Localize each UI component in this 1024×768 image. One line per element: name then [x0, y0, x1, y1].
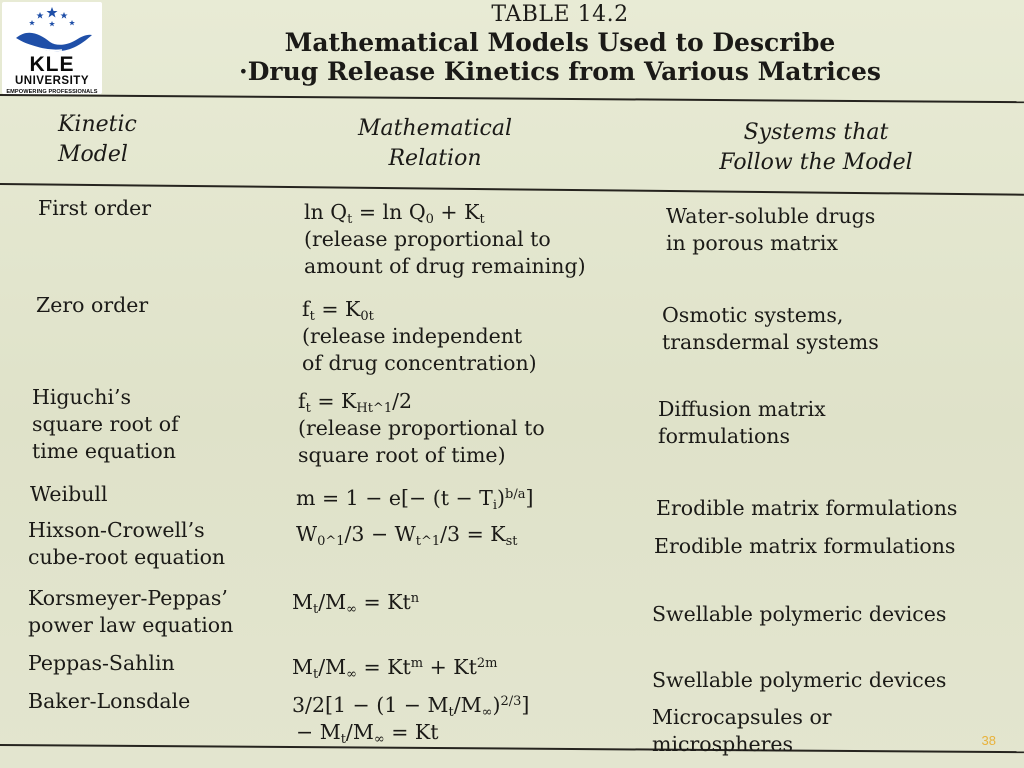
systems-line: Diffusion matrix — [658, 397, 826, 421]
cell-systems — [652, 601, 946, 628]
logo-wordmark — [2, 54, 102, 95]
model-line: Higuchi’s — [32, 385, 132, 409]
relation-equation: $W_{0\^{}1}/3 - W_{t\^{}1}/3 = K_{st}$ — [296, 522, 518, 549]
column-header-mathematical-relation — [340, 114, 530, 173]
cell-kinetic-model — [28, 517, 225, 571]
relation-note-line: amount of drug remaining) — [304, 254, 586, 279]
systems-line: Water-soluble drugs — [666, 204, 876, 228]
cell-mathematical-relation — [304, 199, 586, 280]
cell-kinetic-model — [28, 650, 175, 677]
logo-line2: UNIVERSITY — [14, 75, 89, 87]
relation-note-line: square root of time) — [298, 443, 506, 468]
cell-kinetic-model — [36, 292, 148, 319]
logo-line1: KLE — [29, 53, 75, 76]
relation-note-line: (release independent — [302, 324, 523, 349]
slide-number: 38 — [981, 733, 996, 748]
model-line: cube-root equation — [28, 545, 226, 570]
systems-line: Erodible matrix formulations — [656, 496, 958, 520]
relation-equation: $\ln Q_t = \ln Q_0 + K_t$ — [304, 200, 485, 227]
cell-systems — [666, 203, 875, 257]
model-line: Korsmeyer-Peppas’ — [28, 586, 228, 610]
cell-mathematical-relation — [302, 296, 537, 377]
cell-mathematical-relation — [292, 692, 529, 746]
column-header-line: Systems that — [743, 120, 889, 145]
cell-systems — [652, 704, 832, 758]
column-header-line: Follow the Model — [719, 149, 913, 175]
model-line: time equation — [32, 439, 176, 464]
model-line: Baker-Lonsdale — [28, 689, 191, 713]
systems-line: Microcapsules or — [652, 705, 832, 729]
model-line: First order — [38, 196, 152, 220]
cell-systems — [656, 495, 957, 522]
hands-with-stars-icon — [10, 4, 94, 56]
relation-equation: $3/2[1 - (1 - M_t/M_\infty)^{2/3}]$ — [292, 693, 530, 720]
cell-mathematical-relation — [292, 654, 497, 681]
cell-kinetic-model — [28, 688, 190, 715]
cell-systems — [654, 533, 955, 560]
model-line: square root of — [32, 412, 179, 437]
table-title-line1: Mathematical Models Used to Describe — [284, 27, 836, 57]
column-header-kinetic-model — [58, 110, 137, 169]
cell-systems — [658, 396, 826, 450]
relation-equation: $f_t = K_{Ht\^{}1}/2$ — [298, 389, 413, 416]
column-header-line: Kinetic — [58, 112, 137, 137]
table-caption — [190, 2, 930, 86]
systems-line: transdermal systems — [662, 330, 879, 355]
model-line: Peppas-Sahlin — [28, 651, 175, 675]
systems-line: Swellable polymeric devices — [652, 668, 947, 692]
kle-university-logo — [2, 2, 102, 94]
table-number: TABLE 14.2 — [491, 2, 629, 27]
systems-line: in porous matrix — [666, 231, 838, 256]
model-line: power law equation — [28, 613, 234, 638]
column-header-line: Relation — [388, 145, 482, 171]
cell-mathematical-relation — [298, 388, 545, 469]
cell-mathematical-relation — [296, 521, 518, 548]
relation-equation: − $M_t/M_\infty = Kt$ — [296, 720, 439, 748]
model-line: Zero order — [36, 293, 149, 317]
relation-equation: $M_t/M_\infty = Kt^m + Kt^{2m}$ — [292, 655, 498, 682]
systems-line: Osmotic systems, — [662, 303, 844, 327]
relation-note-line: (release proportional to — [304, 227, 551, 252]
model-line: Hixson-Crowell’s — [28, 518, 205, 542]
relation-equation: $f_t = K_{0t}$ — [302, 297, 374, 324]
systems-line: Swellable polymeric devices — [652, 602, 947, 626]
cell-kinetic-model — [32, 384, 179, 465]
cell-kinetic-model — [30, 481, 108, 508]
column-header-line: Mathematical — [358, 116, 512, 141]
logo-line3: EMPOWERING PROFESSIONALS — [6, 88, 98, 95]
cell-kinetic-model — [38, 195, 151, 222]
cell-mathematical-relation — [296, 485, 533, 512]
cell-systems — [662, 302, 879, 356]
systems-line: Erodible matrix formulations — [654, 534, 956, 558]
table-header-rule — [0, 183, 1024, 195]
column-header-systems — [686, 118, 946, 177]
relation-equation: $m = 1 - e[- (t - T_i)^{b/a}]$ — [296, 486, 534, 513]
model-line: Weibull — [30, 482, 108, 506]
systems-line: formulations — [658, 424, 791, 449]
relation-note-line: (release proportional to — [298, 416, 545, 441]
table-title-line2: ·Drug Release Kinetics from Various Matrices — [239, 56, 881, 86]
cell-kinetic-model — [28, 585, 233, 639]
cell-systems — [652, 667, 946, 694]
relation-equation: $M_t/M_\infty = Kt^n$ — [292, 590, 420, 617]
systems-line: microspheres — [652, 732, 794, 757]
column-header-line: Model — [58, 141, 128, 167]
cell-mathematical-relation — [292, 589, 419, 616]
table-top-rule — [0, 94, 1024, 103]
relation-note-line: of drug concentration) — [302, 351, 537, 376]
